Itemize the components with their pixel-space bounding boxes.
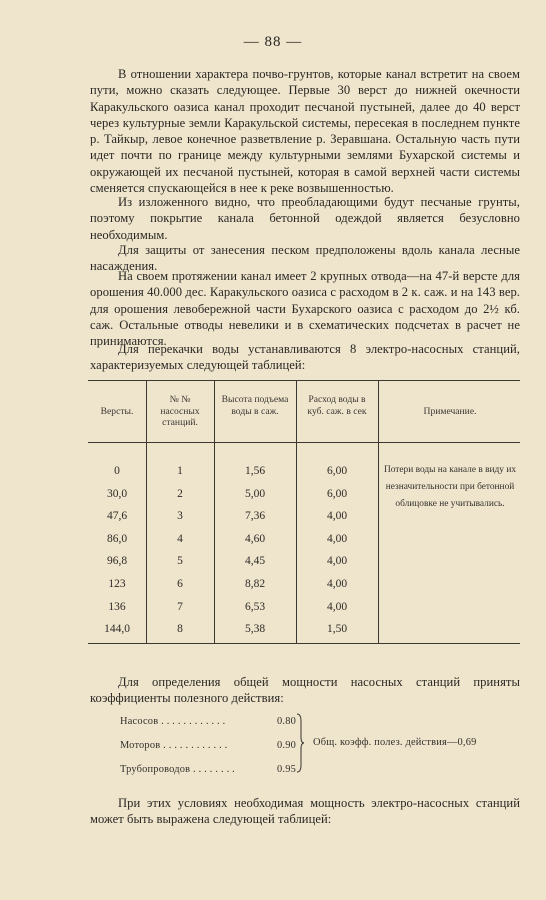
paragraph-power-table-intro: При этих условиях необходимая мощность электро-насосных станций может быть выражена следующей таблицей: xyxy=(90,796,520,827)
column-flow xyxy=(300,460,374,641)
table-cell: 1,50 xyxy=(326,623,348,636)
table-cell: 8 xyxy=(177,623,183,636)
efficiency-row xyxy=(120,716,296,727)
page-number: — 88 — xyxy=(243,34,303,50)
paragraph-sand-soils: Из изложенного видно, что преобладающими будут песчаные грунты, поэтому покрытие канала бетонной одеждой является безусловно необходимым. xyxy=(90,195,520,242)
table-cell: 1,56 xyxy=(244,465,266,477)
efficiency-total: Общ. коэфф. полез. действия—0,69 xyxy=(313,737,477,748)
header-height: Высота подъема воды в саж. xyxy=(221,394,289,417)
table-cell: 7,36 xyxy=(244,510,266,523)
table-header-rule xyxy=(88,442,520,443)
table-cell: 5,38 xyxy=(244,623,266,636)
table-cell: 123 xyxy=(108,577,126,590)
table-cell: 4,00 xyxy=(326,600,348,613)
table-cell: 4 xyxy=(177,532,183,545)
column-stations xyxy=(150,460,210,641)
pump-stations-table xyxy=(88,380,520,644)
table-cell: 1 xyxy=(177,465,183,477)
column-height xyxy=(218,460,292,641)
table-cell: 6,00 xyxy=(326,487,348,500)
table-cell: 2 xyxy=(177,487,183,500)
efficiency-label: Моторов . . . . . . . . . . . . xyxy=(120,740,228,751)
table-note: Потери воды на канале в виду их незначительности при бетонной облицовке не учитывались. xyxy=(383,465,517,509)
efficiency-value: 0.95 xyxy=(277,764,296,775)
table-cell: 136 xyxy=(108,600,126,613)
table-column-divider xyxy=(146,380,147,644)
table-cell: 5,00 xyxy=(244,487,266,500)
paragraph-forest-plantings: Для защиты от занесения песком предположены вдоль канала лесные насаждения. xyxy=(90,243,520,274)
table-cell: 86,0 xyxy=(106,532,128,545)
efficiency-value: 0.80 xyxy=(277,716,296,727)
table-cell: 96,8 xyxy=(106,555,128,568)
paragraph-pump-stations: Для перекачки воды устанавливаются 8 электро-насосных станций, характеризуемых следующей таблицей: xyxy=(90,342,520,373)
table-cell: 4,00 xyxy=(326,510,348,523)
paragraph-soils: В отношении характера почво-грунтов, которые канал встретит на своем пути, можно сказать следующее. Первые 30 верст до нижней окечности Каракульского оазиса канал проходит песчаной пустыней, далее до 40 верст через культурные земли Каракульской системы, пересекая в последнем пункте р. Тайкыр, левое конечное разветвление р. Зеравшана. Остальную часть пути идет почти по границе между культурными землями Бухарской системы и окружающей их песчаной пустыней, которая в самой верхней части системы сменяется спускающейся в нее к реке возвышенностью. xyxy=(90,67,520,196)
table-cell: 4,00 xyxy=(326,577,348,590)
column-versts xyxy=(94,460,140,641)
header-note: Примечание. xyxy=(423,406,477,417)
table-cell: 6 xyxy=(177,577,183,590)
header-flow: Расход воды в куб. саж. в сек xyxy=(307,394,367,417)
table-column-divider xyxy=(296,380,297,644)
table-column-divider xyxy=(214,380,215,644)
table-cell: 4,00 xyxy=(326,555,348,568)
paragraph-branches: На своем протяжении канал имеет 2 крупных отвода—на 47-й версте для орошения 40.000 дес. Каракульского оазиса с расходом в 2 к. саж. и на 143 вер. для орошения левобережной части Бухарского оазиса с расходом до 2½ кб. саж. Остальные отводы невелики и в схематических подсчетах в расчет не принимаются. xyxy=(90,269,520,349)
table-top-rule xyxy=(88,380,520,381)
paragraph-efficiency-intro: Для определения общей мощности насосных станций приняты коэффициенты полезного действия: xyxy=(90,675,520,706)
table-cell: 4,60 xyxy=(244,532,266,545)
efficiency-label: Трубопроводов . . . . . . . . xyxy=(120,764,235,775)
table-cell: 4,45 xyxy=(244,555,266,568)
table-cell: 8,82 xyxy=(244,577,266,590)
table-cell: 6,53 xyxy=(244,600,266,613)
table-cell: 47,6 xyxy=(106,510,128,523)
efficiency-row xyxy=(120,740,296,751)
table-cell: 3 xyxy=(177,510,183,523)
table-cell: 4,00 xyxy=(326,532,348,545)
header-versts: Версты. xyxy=(100,406,134,417)
table-cell: 144,0 xyxy=(104,623,130,636)
table-cell: 5 xyxy=(177,555,183,568)
right-brace xyxy=(296,713,304,773)
table-cell: 7 xyxy=(177,600,183,613)
efficiency-value: 0.90 xyxy=(277,740,296,751)
header-stations: № № насосных станций. xyxy=(160,394,200,429)
table-bottom-rule xyxy=(88,643,520,644)
table-cell: 6,00 xyxy=(326,465,348,477)
table-cell: 30,0 xyxy=(106,487,128,500)
efficiency-label: Насосов . . . . . . . . . . . . xyxy=(120,716,226,727)
table-cell: 0 xyxy=(114,465,120,477)
table-column-divider xyxy=(378,380,379,644)
efficiency-row xyxy=(120,764,296,775)
